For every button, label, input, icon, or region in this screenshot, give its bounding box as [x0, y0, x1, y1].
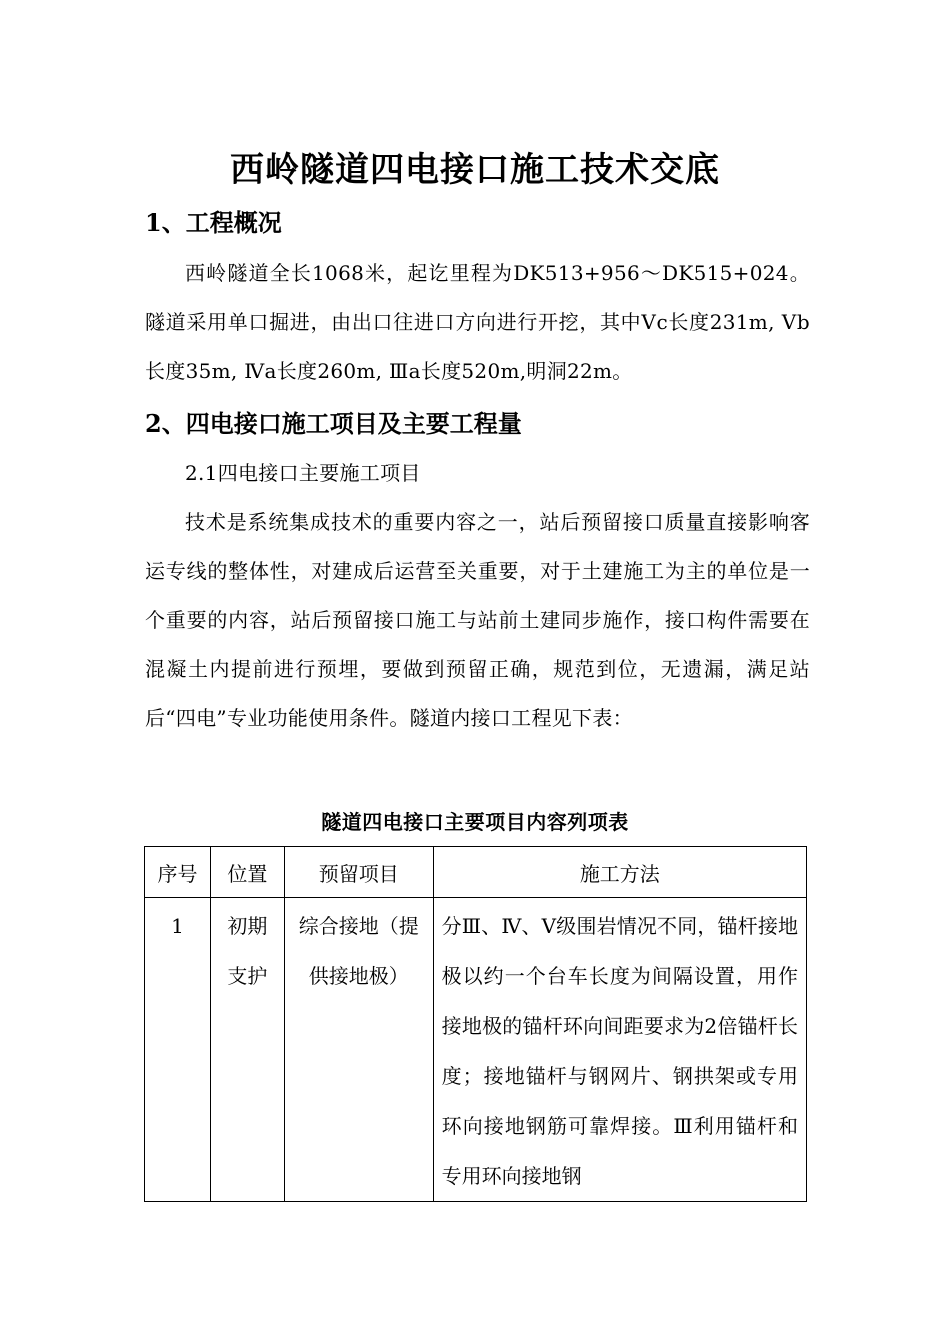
- header-location: 位置: [210, 847, 284, 898]
- interface-items-table: [144, 846, 807, 1202]
- table-row: [145, 898, 807, 1202]
- cell-no-text: 1: [171, 914, 184, 938]
- header-method: 施工方法: [433, 847, 806, 898]
- section-2-paragraph: 技术是系统集成技术的重要内容之一，站后预留接口质量直接影响客运专线的整体性，对建成后运营至关重要，对于土建施工为主的单位是一个重要的内容，站后预留接口施工与站前土建同步施作，接口构件需要在混凝土内提前进行预埋，要做到预留正确，规范到位，无遗漏，满足站后“四电”专业功能使用条件。隧道内接口工程见下表：: [145, 510, 810, 730]
- table-header-row: [145, 847, 807, 898]
- document-title: 西岭隧道四电接口施工技术交底: [230, 150, 720, 190]
- section-2-1-subheading: 2.1四电接口主要施工项目: [185, 461, 421, 485]
- table-caption: 隧道四电接口主要项目内容列项表: [321, 810, 629, 834]
- header-item: 预留项目: [284, 847, 433, 898]
- cell-no: [145, 898, 211, 1202]
- section-1-paragraph: 西岭隧道全长1068米，起讫里程为DK513+956～DK515+024。隧道采用单口掘进，由出口往进口方向进行开挖，其中Ⅴc长度231m, Ⅴb长度35m, Ⅳa长度260m, Ⅲa长度520m,明洞22m。: [145, 261, 810, 383]
- cell-location: [210, 898, 284, 1202]
- cell-item: [284, 898, 433, 1202]
- cell-method-text: 分Ⅲ、Ⅳ、Ⅴ级围岩情况不同，锚杆接地极以约一个台车长度为间隔设置，用作接地极的锚杆环向间距要求为2倍锚杆长度；接地锚杆与钢网片、钢拱架或专用环向接地钢筋可靠焊接。Ⅲ利用锚杆和专用环向接地钢: [441, 914, 798, 1188]
- cell-item-text: 综合接地（提供接地极）: [298, 914, 419, 988]
- section-1-heading: 1、工程概况: [145, 208, 282, 237]
- header-no: 序号: [145, 847, 211, 898]
- cell-location-text: 初期支护: [227, 914, 268, 988]
- cell-method: [433, 898, 806, 1202]
- section-2-heading: 2、四电接口施工项目及主要工程量: [145, 409, 522, 438]
